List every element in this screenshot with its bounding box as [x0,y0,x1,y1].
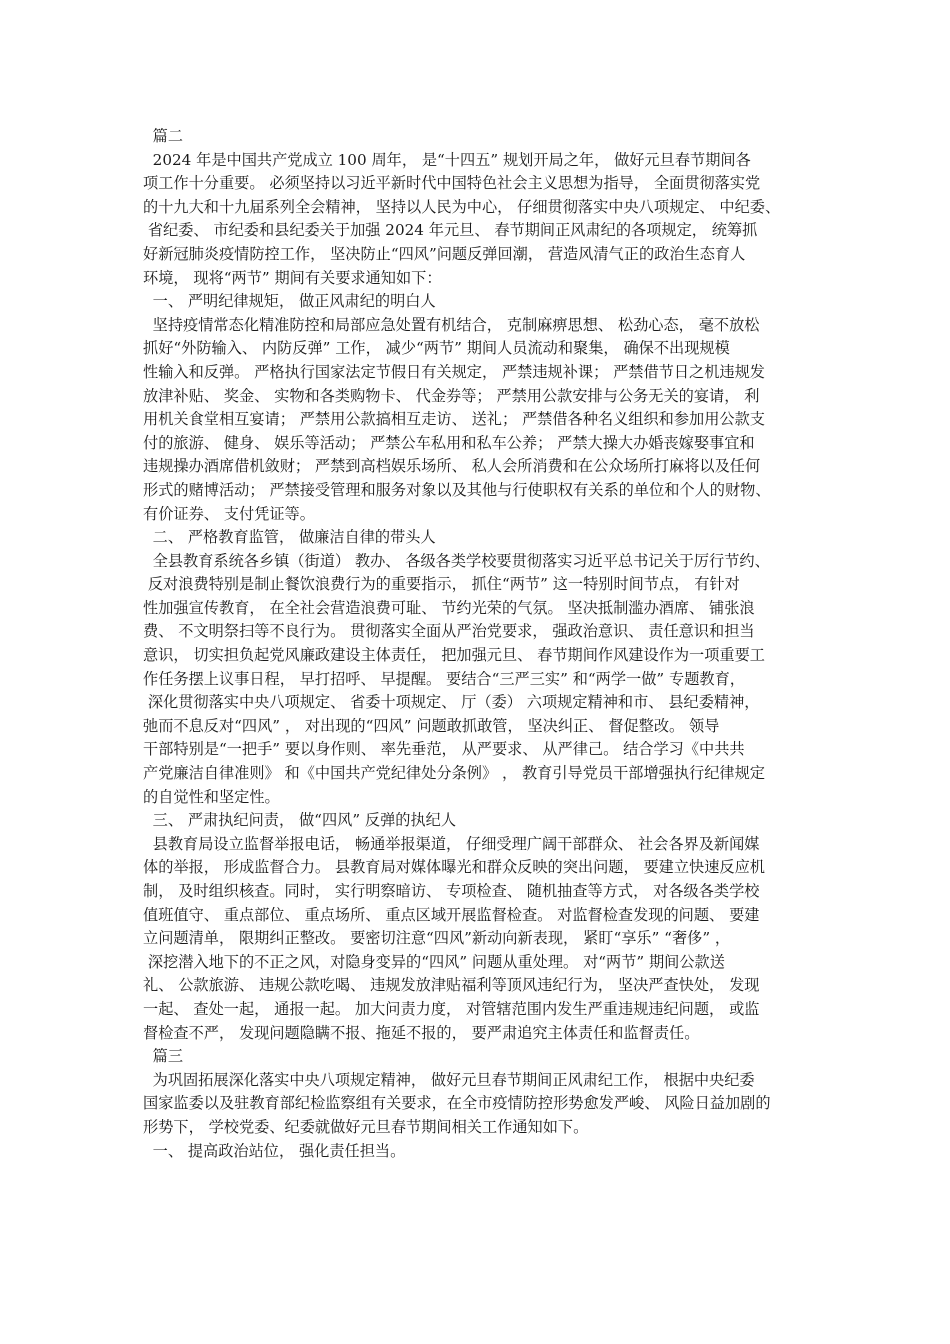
paragraph-line: 深挖潜入地下的不正之风，对隐身变异的“四风” 问题从重处理。 对“两节” 期间公款送 [143,952,725,971]
paragraph-line: 反对浪费特别是制止餐饮浪费行为的重要指示， 抓住“两节” 这一特别时间节点， 有针对 [143,575,740,594]
paragraph-line: 值班值守、 重点部位、 重点场所、 重点区域开展监督检查。 对监督检查发现的问题、 要建 [143,905,760,924]
paragraph-line: 干部特别是“一把手” 要以身作则、 率先垂范， 从严要求、 从严律己。 结合学习《中共共 [143,740,745,759]
paragraph-line: 费、 不文明祭扫等不良行为。 贯彻落实全面从严治党要求， 强政治意识、 责任意识和担当 [143,622,755,641]
subheading-two: 二、 严格教育监管， 做廉洁自律的带头人 [143,528,436,547]
paragraph-line: 国家监委以及驻教育部纪检监察组有关要求，在全市疫情防控形势愈发严峻、 风险日益加剧的 [143,1094,771,1113]
paragraph-line: 体的举报， 形成监督合力。 县教育局对媒体曝光和群众反映的突出问题， 要建立快速反应机 [143,858,765,877]
paragraph-line: 2024 年是中国共产党成立 100 周年， 是“十四五” 规划开局之年， 做好元旦春节期间各 [143,150,751,169]
paragraph-line: 用机关食堂相互宴请； 严禁用公款搞相互走访、 送礼； 严禁借各种名义组织和参加用公款支 [143,410,765,429]
subheading-three: 三、 严肃执纪问责， 做“四风” 反弹的执纪人 [143,811,457,830]
paragraph-line: 弛而不息反对“四风” ， 对出现的“四风” 问题敢抓敢管， 坚决纠正、 督促整改。 领导 [143,716,720,735]
document-body [143,125,823,1163]
paragraph-line: 有价证券、 支付凭证等。 [143,504,315,523]
paragraph-line: 一起、 查处一起， 通报一起。 加大问责力度， 对管辖范围内发生严重违规违纪问题， 或监 [143,999,760,1018]
paragraph-line: 产党廉洁自律准则》 和《中国共产党纪律处分条例》 ， 教育引导党员干部增强执行纪律规定 [143,764,765,783]
subheading-one: 一、 提高政治站位， 强化责任担当。 [143,1141,406,1160]
paragraph-line: 制， 及时组织核查。同时， 实行明察暗访、 专项检查、 随机抽查等方式， 对各级各类学校 [143,882,760,900]
subheading-one: 一、 严明纪律规矩， 做正风肃纪的明白人 [143,292,436,311]
paragraph-line: 省纪委、 市纪委和县纪委关于加强 2024 年元旦、 春节期间正风肃纪的各项规定， 统筹抓 [143,221,758,240]
paragraph-line: 立问题清单， 限期纠正整改。 要密切注意“四风”新动向新表现， 紧盯“享乐” “奢侈” ， [143,929,731,948]
paragraph-line: 督检查不严， 发现问题隐瞒不报、拖延不报的， 要严肃追究主体责任和监督责任。 [143,1023,700,1042]
paragraph-line: 性输入和反弹。 严格执行国家法定节假日有关规定， 严禁违规补课； 严禁借节日之机违规发 [143,362,765,381]
paragraph-line: 全县教育系统各乡镇（街道） 教办、 各级各类学校要贯彻落实习近平总书记关于厉行节约、 [143,551,770,570]
paragraph-line: 为巩固拓展深化落实中央八项规定精神， 做好元旦春节期间正风肃纪工作， 根据中央纪委 [143,1070,755,1089]
paragraph-line: 礼、 公款旅游、 违规公款吃喝、 违规发放津贴福利等顶风违纪行为， 坚决严查快处， 发现 [143,976,760,995]
paragraph-line: 抓好“外防输入、 内防反弹” 工作， 减少“两节” 期间人员流动和聚集， 确保不出现规模 [143,339,730,358]
paragraph-line: 坚持疫情常态化精准防控和局部应急处置有机结合， 克制麻痹思想、 松劲心态， 毫不放松 [143,315,760,334]
paragraph-line: 好新冠肺炎疫情防控工作， 坚决防止“四风”问题反弹回潮， 营造风清气正的政治生态育人 [143,244,746,263]
paragraph-line: 放津补贴、 奖金、 实物和各类购物卡、 代金券等； 严禁用公款安排与公务无关的宴请， 利 [143,386,760,405]
paragraph-line: 形势下， 学校党委、纪委就做好元旦春节期间相关工作通知如下。 [143,1117,589,1136]
paragraph-line: 县教育局设立监督举报电话， 畅通举报渠道， 仔细受理广阔干部群众、 社会各界及新闻媒 [143,834,760,853]
section-heading-part-two: 篇二 [143,127,184,145]
section-heading-part-three: 篇三 [143,1047,184,1066]
paragraph-line: 性加强宣传教育， 在全社会营造浪费可耻、 节约光荣的气氛。 坚决抵制滥办酒席、 铺张浪 [143,598,755,617]
paragraph-line: 付的旅游、 健身、 娱乐等活动； 严禁公车私用和私车公养； 严禁大操大办婚丧嫁娶事宜和 [143,433,755,452]
paragraph-line: 深化贯彻落实中央八项规定、 省委十项规定、 厅（委） 六项规定精神和市、 县纪委精神， [143,693,760,712]
paragraph-line: 的自觉性和坚定性。 [143,787,280,806]
paragraph-line: 的十九大和十九届系列全会精神， 坚持以人民为中心， 仔细贯彻落实中央八项规定、 中纪委、 [143,197,781,216]
paragraph-line: 环境， 现将“两节” 期间有关要求通知如下： [143,268,442,287]
paragraph-line: 项工作十分重要。 必须坚持以习近平新时代中国特色社会主义思想为指导， 全面贯彻落实党 [143,174,761,193]
paragraph-line: 作任务摆上议事日程， 早打招呼、 早提醒。 要结合“三严三实” 和“两学一做” 专题教育， [143,669,745,688]
paragraph-line: 意识， 切实担负起党风廉政建设主体责任， 把加强元旦、 春节期间作风建设作为一项重要工 [143,646,765,665]
paragraph-line: 违规操办酒席借机敛财； 严禁到高档娱乐场所、 私人会所消费和在公众场所打麻将以及任何 [143,457,761,476]
paragraph-line: 形式的赌博活动； 严禁接受管理和服务对象以及其他与行使职权有关系的单位和个人的财物、 [143,480,771,499]
